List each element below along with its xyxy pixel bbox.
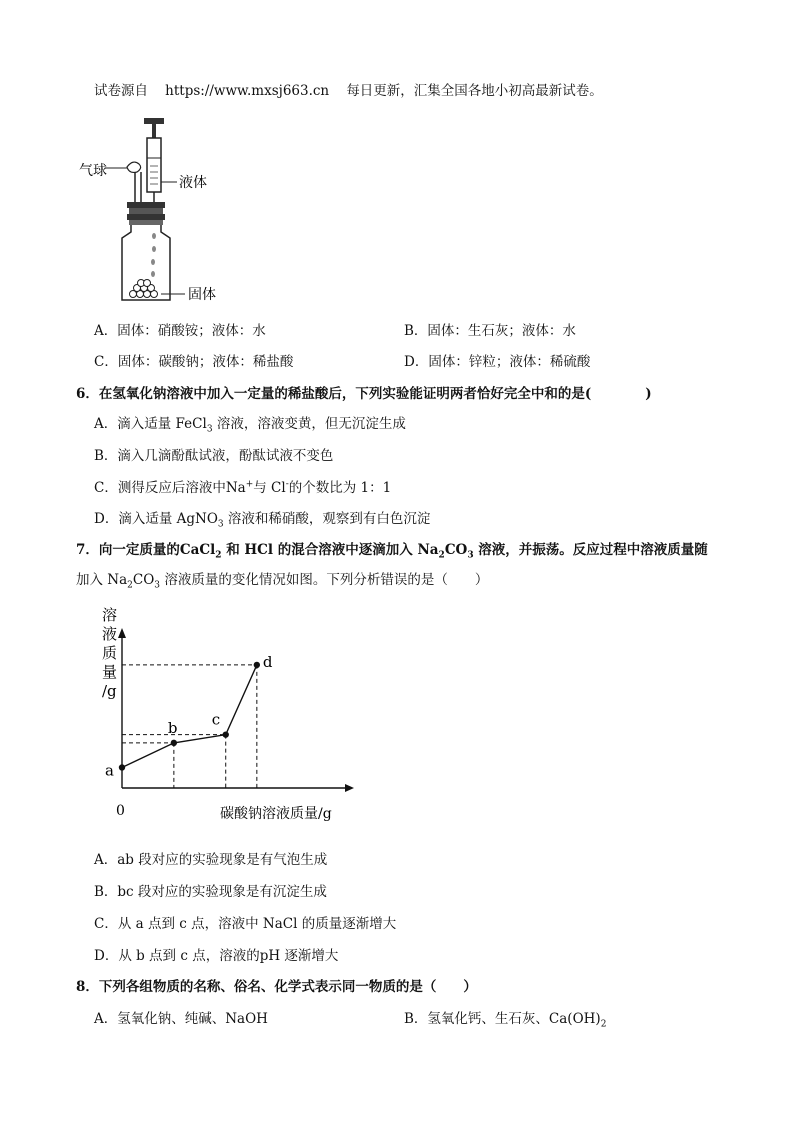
q6-a-sub: 3 [206, 424, 213, 435]
q6-option-a[interactable] [94, 415, 406, 433]
q6-option-c[interactable] [94, 479, 391, 497]
q8-b-pre: B．氢氧化钙、生石灰、Ca(OH) [404, 1011, 601, 1027]
q6-c-post: 的个数比为 1：1 [288, 480, 392, 496]
q5-option-d[interactable]: D．固体：锌粒；液体：稀硫酸 [404, 354, 591, 370]
q5-option-a[interactable]: A．固体：硝酸铵；液体：水 [94, 323, 266, 339]
q6-c-mid: 与 Cl [253, 480, 286, 496]
q8-b-sub: 2 [600, 1019, 607, 1030]
header-line [94, 82, 603, 100]
q7-option-d[interactable]: D．从 b 点到 c 点，溶液的pH 逐渐增大 [94, 948, 339, 964]
q7-l2-c: 溶液质量的变化情况如图。下列分析错误的是（ ） [160, 572, 489, 588]
apparatus-diagram [75, 112, 255, 307]
data-point-c [223, 731, 229, 737]
q8-option-a[interactable]: A．氢氧化钠、纯碱、NaOH [94, 1011, 268, 1027]
balloon [127, 162, 141, 172]
q6-a-pre: A．滴入适量 FeCl [94, 416, 207, 432]
label-liquid: 液体 [179, 175, 207, 191]
label-balloon: 气球 [79, 163, 107, 179]
y-axis-label-char: 量 [102, 663, 118, 681]
q6-option-d[interactable] [94, 510, 430, 528]
q7-l1-c: CO [444, 542, 468, 558]
q7-l1-s2: 2 [438, 550, 445, 561]
q7-l1-b: 和 HCl 的混合溶液中逐滴加入 Na [221, 542, 439, 558]
chart-point-labels [105, 653, 273, 780]
chart-series [119, 662, 260, 771]
q5-option-b[interactable]: B．固体：生石灰；液体：水 [404, 323, 576, 339]
plunger-rod [152, 124, 156, 138]
q5-option-c[interactable]: C．固体：碳酸钠；液体：稀盐酸 [94, 354, 294, 370]
x-axis-arrow [345, 784, 354, 792]
data-point-b [171, 740, 177, 746]
y-axis-label-char: /g [102, 682, 117, 700]
q6-c-sup2: - [285, 479, 289, 490]
q6-d-sub: 3 [217, 519, 224, 530]
header-url[interactable]: https://www.mxsj663.cn [165, 83, 330, 99]
header-prefix: 试卷源自 [94, 83, 148, 99]
solution-mass-chart [90, 598, 360, 833]
q6-c-pre: C．测得反应后溶液中Na [94, 480, 246, 496]
data-point-d [254, 662, 260, 668]
q7-stem-line2 [76, 571, 488, 589]
q6-d-pre: D．滴入适量 AgNO [94, 511, 218, 527]
q6-stem: 6．在氢氧化钠溶液中加入一定量的稀盐酸后，下列实验能证明两者恰好完全中和的是( ) [76, 386, 652, 402]
q7-l1-s3: 3 [467, 550, 474, 561]
point-label-b: b [167, 718, 178, 737]
q7-stem-line1 [76, 541, 708, 559]
q7-l1-s1: 2 [215, 550, 222, 561]
stopper [127, 202, 165, 208]
y-axis-label-char: 溶 [102, 606, 118, 624]
point-label-c: c [211, 710, 221, 729]
q7-l1-a: 7．向一定质量的CaCl [76, 542, 216, 558]
y-axis-label-char: 液 [102, 625, 118, 643]
x-axis-label: 碳酸钠溶液质量/g [220, 806, 332, 822]
label-solid: 固体 [188, 287, 216, 303]
q7-l1-d: 溶液，并振荡。反应过程中溶液质量随 [473, 542, 708, 558]
q7-option-c[interactable]: C．从 a 点到 c 点，溶液中 NaCl 的质量逐渐增大 [94, 916, 397, 932]
q7-l2-a: 加入 Na [76, 572, 128, 588]
q7-l2-s1: 2 [127, 580, 133, 591]
q8-stem: 8．下列各组物质的名称、俗名、化学式表示同一物质的是（ ） [76, 979, 477, 995]
y-axis-arrow [118, 628, 126, 638]
chart-guides [122, 665, 257, 788]
q7-l2-s2: 3 [154, 580, 161, 591]
q7-option-a[interactable]: A．ab 段对应的实验现象是有气泡生成 [94, 852, 328, 868]
q6-option-b[interactable]: B．滴入几滴酚酞试液，酚酞试液不变色 [94, 448, 334, 464]
series-line [122, 665, 257, 768]
q6-d-post: 溶液和稀硝酸，观察到有白色沉淀 [223, 511, 431, 527]
plunger-cap [144, 118, 164, 124]
q6-a-post: 溶液，溶液变黄，但无沉淀生成 [212, 416, 406, 432]
q7-option-b[interactable]: B．bc 段对应的实验现象是有沉淀生成 [94, 884, 327, 900]
y-axis-label-char: 质 [102, 644, 118, 662]
y-axis-label [102, 606, 117, 700]
q6-c-sup1: + [245, 479, 254, 490]
point-label-d: d [262, 652, 273, 671]
q8-option-b[interactable] [404, 1010, 606, 1028]
origin-label: 0 [116, 803, 125, 819]
point-label-a: a [105, 761, 114, 780]
header-suffix: 每日更新，汇集全国各地小初高最新试卷。 [346, 83, 603, 99]
data-point-a [119, 764, 125, 770]
q7-l2-b: CO [132, 572, 155, 588]
